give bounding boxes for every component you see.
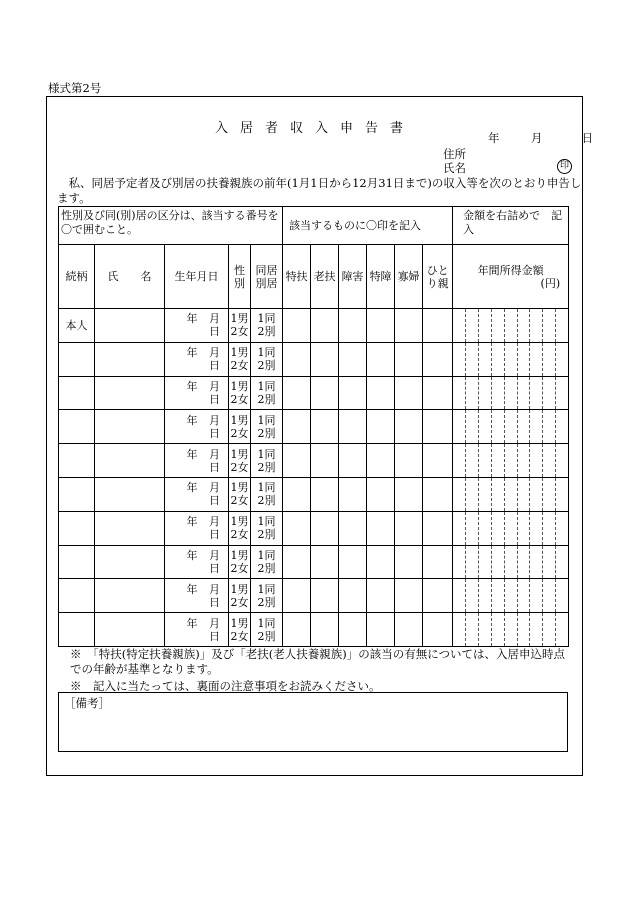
cell-birth[interactable] (165, 444, 229, 478)
cell-birth[interactable] (165, 410, 229, 444)
res-option-together: 1同 (257, 379, 276, 393)
income-digit-grid (453, 512, 568, 545)
income-digit-grid (453, 377, 568, 410)
income-digit-grid (453, 579, 568, 612)
cell-relation[interactable]: 本人 (59, 309, 95, 343)
cell-shougai[interactable] (339, 309, 367, 343)
header-classification: 性別及び同(別)居の区分は、該当する番号を〇で囲むこと。 (59, 207, 283, 245)
cell-residence[interactable] (251, 511, 283, 545)
sex-option-female: 2女 (230, 494, 249, 508)
cell-kafu[interactable] (395, 410, 423, 444)
cell-relation[interactable] (59, 613, 95, 647)
col-relation: 続柄 (59, 245, 95, 309)
cell-relation[interactable] (59, 545, 95, 579)
cell-income[interactable] (453, 579, 569, 613)
cell-birth[interactable] (165, 511, 229, 545)
cell-residence[interactable] (251, 579, 283, 613)
cell-kafu[interactable] (395, 579, 423, 613)
cell-birth-label: 年 月 日 (186, 616, 224, 643)
cell-name[interactable] (95, 309, 165, 343)
cell-residence[interactable] (251, 477, 283, 511)
col-income-unit: (円) (540, 276, 561, 290)
income-digit-grid (453, 444, 568, 477)
cell-roufu[interactable] (311, 410, 339, 444)
cell-name[interactable] (95, 579, 165, 613)
table-row (59, 309, 569, 343)
cell-sex[interactable] (229, 545, 251, 579)
cell-shougai[interactable] (339, 477, 367, 511)
cell-residence[interactable] (251, 376, 283, 410)
cell-name[interactable] (95, 376, 165, 410)
cell-birth-label: 年 月 日 (186, 346, 224, 373)
col-shougai: 障害 (339, 245, 367, 309)
cell-tokushou[interactable] (367, 511, 395, 545)
cell-tokushou[interactable] (367, 410, 395, 444)
income-digit-grid (453, 478, 568, 511)
income-digit-grid (453, 613, 568, 646)
cell-income[interactable] (453, 309, 569, 343)
cell-birth-label: 年 月 日 (186, 582, 224, 609)
cell-income[interactable] (453, 342, 569, 376)
res-option-separate: 2別 (257, 460, 276, 474)
sex-option-male: 1男 (230, 548, 249, 562)
cell-hitorioya[interactable] (423, 613, 453, 647)
table-row (59, 511, 569, 545)
cell-roufu[interactable] (311, 376, 339, 410)
cell-kafu[interactable] (395, 477, 423, 511)
cell-birth-label: 年 月 日 (186, 481, 224, 508)
res-option-together: 1同 (257, 481, 276, 495)
cell-birth[interactable] (165, 613, 229, 647)
cell-tokufu[interactable] (283, 613, 311, 647)
cell-tokushou[interactable] (367, 613, 395, 647)
res-option-separate: 2別 (257, 595, 276, 609)
cell-birth-label: 年 月 日 (186, 548, 224, 575)
res-option-separate: 2別 (257, 392, 276, 406)
cell-tokushou[interactable] (367, 342, 395, 376)
note-age-basis: ※ 「特扶(特定扶養親族)」及び「老扶(老人扶養親族)」の該当の有無については、入居申込時点での年齢が基準となります。 (70, 647, 565, 676)
cell-birth[interactable] (165, 376, 229, 410)
sex-option-female: 2女 (230, 359, 249, 373)
cell-tokushou[interactable] (367, 376, 395, 410)
cell-tokushou[interactable] (367, 545, 395, 579)
cell-income[interactable] (453, 410, 569, 444)
table-row (59, 613, 569, 647)
res-option-together: 1同 (257, 515, 276, 529)
cell-birth[interactable] (165, 579, 229, 613)
cell-name[interactable] (95, 342, 165, 376)
cell-name[interactable] (95, 477, 165, 511)
cell-hitorioya[interactable] (423, 376, 453, 410)
cell-tokufu[interactable] (283, 511, 311, 545)
cell-sex[interactable] (229, 342, 251, 376)
cell-hitorioya[interactable] (423, 342, 453, 376)
col-income (453, 245, 569, 309)
cell-residence[interactable] (251, 444, 283, 478)
sex-option-female: 2女 (230, 629, 249, 643)
sex-option-male: 1男 (230, 447, 249, 461)
cell-name[interactable] (95, 545, 165, 579)
cell-shougai[interactable] (339, 579, 367, 613)
cell-hitorioya[interactable] (423, 579, 453, 613)
cell-residence[interactable] (251, 613, 283, 647)
cell-kafu[interactable] (395, 511, 423, 545)
cell-kafu[interactable] (395, 444, 423, 478)
res-option-together: 1同 (257, 582, 276, 596)
res-option-separate: 2別 (257, 359, 276, 373)
res-option-together: 1同 (257, 346, 276, 360)
cell-shougai[interactable] (339, 511, 367, 545)
cell-shougai[interactable] (339, 410, 367, 444)
income-digit-grid (453, 309, 568, 342)
cell-hitorioya[interactable] (423, 477, 453, 511)
cell-hitorioya[interactable] (423, 545, 453, 579)
cell-income[interactable] (453, 376, 569, 410)
sex-option-male: 1男 (230, 515, 249, 529)
remarks-label: ［備考］ (64, 696, 110, 710)
cell-roufu[interactable] (311, 613, 339, 647)
table-row (59, 545, 569, 579)
res-option-separate: 2別 (257, 561, 276, 575)
cell-hitorioya[interactable] (423, 511, 453, 545)
cell-sex[interactable] (229, 444, 251, 478)
cell-income[interactable] (453, 613, 569, 647)
col-hitorioya: ひとり親 (423, 245, 453, 309)
cell-hitorioya[interactable] (423, 410, 453, 444)
cell-shougai[interactable] (339, 444, 367, 478)
date-month-label: 月 (530, 131, 543, 145)
table-row (59, 477, 569, 511)
sex-option-female: 2女 (230, 460, 249, 474)
table-row (59, 444, 569, 478)
cell-income[interactable] (453, 545, 569, 579)
sex-option-male: 1男 (230, 582, 249, 596)
cell-shougai[interactable] (339, 376, 367, 410)
cell-residence[interactable] (251, 545, 283, 579)
header-applicable: 該当するものに〇印を記入 (283, 207, 453, 245)
cell-income[interactable] (453, 511, 569, 545)
cell-income[interactable] (453, 477, 569, 511)
cell-birth-label: 年 月 日 (186, 312, 224, 339)
table-row (59, 410, 569, 444)
date-line (488, 130, 593, 146)
col-sex: 性別 (229, 245, 251, 309)
res-option-separate: 2別 (257, 325, 276, 339)
cell-birth[interactable] (165, 545, 229, 579)
cell-residence[interactable] (251, 309, 283, 343)
res-option-separate: 2別 (257, 528, 276, 542)
cell-birth-label: 年 月 日 (186, 447, 224, 474)
cell-roufu[interactable] (311, 342, 339, 376)
cell-tokufu[interactable] (283, 376, 311, 410)
cell-birth-label: 年 月 日 (186, 379, 224, 406)
cell-shougai[interactable] (339, 342, 367, 376)
sex-option-male: 1男 (230, 616, 249, 630)
cell-shougai[interactable] (339, 545, 367, 579)
cell-sex[interactable] (229, 309, 251, 343)
remarks-box[interactable] (58, 692, 568, 752)
cell-shougai[interactable] (339, 613, 367, 647)
cell-roufu[interactable] (311, 579, 339, 613)
col-roufu: 老扶 (311, 245, 339, 309)
cell-tokufu[interactable] (283, 410, 311, 444)
col-residence: 同居別居 (251, 245, 283, 309)
address-label: 住所 (443, 147, 466, 161)
cell-kafu[interactable] (395, 376, 423, 410)
cell-birth-label: 年 月 日 (186, 413, 224, 440)
cell-birth-label: 年 月 日 (186, 515, 224, 542)
cell-tokufu[interactable] (283, 579, 311, 613)
cell-tokufu[interactable] (283, 342, 311, 376)
res-option-together: 1同 (257, 312, 276, 326)
cell-birth[interactable] (165, 342, 229, 376)
income-digit-grid (453, 546, 568, 579)
cell-tokufu[interactable] (283, 477, 311, 511)
cell-residence[interactable] (251, 410, 283, 444)
cell-relation[interactable] (59, 579, 95, 613)
document-title: 入居者収入申告書 (214, 121, 415, 136)
cell-relation[interactable] (59, 477, 95, 511)
form-number-label: 様式第2号 (48, 81, 102, 95)
cell-hitorioya[interactable] (423, 309, 453, 343)
cell-roufu[interactable] (311, 444, 339, 478)
cell-kafu[interactable] (395, 613, 423, 647)
sex-option-male: 1男 (230, 346, 249, 360)
cell-name[interactable] (95, 444, 165, 478)
sex-option-female: 2女 (230, 392, 249, 406)
sex-option-male: 1男 (230, 379, 249, 393)
cell-name[interactable] (95, 613, 165, 647)
cell-roufu[interactable] (311, 309, 339, 343)
cell-sex[interactable] (229, 613, 251, 647)
sex-option-female: 2女 (230, 528, 249, 542)
cell-relation[interactable] (59, 410, 95, 444)
sex-option-female: 2女 (230, 325, 249, 339)
col-tokufu: 特扶 (283, 245, 311, 309)
cell-relation[interactable] (59, 511, 95, 545)
cell-name[interactable] (95, 511, 165, 545)
table-row (59, 579, 569, 613)
note-read-back: ※ 記入に当たっては、裏面の注意事項をお読みください。 (70, 679, 381, 693)
cell-residence[interactable] (251, 342, 283, 376)
cell-tokufu[interactable] (283, 309, 311, 343)
header-amount: 金額を右詰めで 記 入 (453, 207, 569, 245)
cell-birth[interactable] (165, 477, 229, 511)
cell-sex[interactable] (229, 477, 251, 511)
cell-relation[interactable] (59, 376, 95, 410)
income-table (58, 206, 596, 647)
cell-relation[interactable] (59, 444, 95, 478)
cell-income[interactable] (453, 444, 569, 478)
res-option-separate: 2別 (257, 494, 276, 508)
col-kafu: 寡婦 (395, 245, 423, 309)
cell-tokushou[interactable] (367, 309, 395, 343)
res-option-together: 1同 (257, 447, 276, 461)
col-name: 氏 名 (95, 245, 165, 309)
cell-sex[interactable] (229, 511, 251, 545)
cell-sex[interactable] (229, 376, 251, 410)
cell-tokufu[interactable] (283, 444, 311, 478)
sex-option-male: 1男 (230, 481, 249, 495)
income-digit-grid (453, 410, 568, 443)
res-option-separate: 2別 (257, 629, 276, 643)
date-day-label: 日 (581, 131, 594, 145)
sex-option-female: 2女 (230, 561, 249, 575)
cell-tokushou[interactable] (367, 444, 395, 478)
cell-name[interactable] (95, 410, 165, 444)
res-option-together: 1同 (257, 413, 276, 427)
col-tokushou: 特障 (367, 245, 395, 309)
table-row (59, 376, 569, 410)
cell-sex[interactable] (229, 410, 251, 444)
cell-tokufu[interactable] (283, 545, 311, 579)
cell-kafu[interactable] (395, 309, 423, 343)
cell-hitorioya[interactable] (423, 444, 453, 478)
table-row (59, 342, 569, 376)
date-year-label: 年 (488, 131, 500, 145)
cell-roufu[interactable] (311, 511, 339, 545)
cell-roufu[interactable] (311, 545, 339, 579)
res-option-together: 1同 (257, 548, 276, 562)
intro-text: 私、同居予定者及び別居の扶養親族の前年(1月1日から12月31日まで)の収入等を次のとおり申告します。 (57, 176, 582, 205)
cell-relation[interactable] (59, 342, 95, 376)
cell-roufu[interactable] (311, 477, 339, 511)
res-option-separate: 2別 (257, 426, 276, 440)
sex-option-female: 2女 (230, 426, 249, 440)
col-birth: 生年月日 (165, 245, 229, 309)
sex-option-male: 1男 (230, 413, 249, 427)
cell-sex[interactable] (229, 579, 251, 613)
income-digit-grid (453, 343, 568, 376)
col-income-label: 年間所得金額 (477, 263, 544, 277)
cell-tokushou[interactable] (367, 579, 395, 613)
cell-birth[interactable] (165, 309, 229, 343)
res-option-together: 1同 (257, 616, 276, 630)
cell-tokushou[interactable] (367, 477, 395, 511)
cell-kafu[interactable] (395, 545, 423, 579)
sex-option-male: 1男 (230, 312, 249, 326)
seal-mark: 印 (557, 159, 572, 174)
cell-kafu[interactable] (395, 342, 423, 376)
sex-option-female: 2女 (230, 595, 249, 609)
name-label: 氏名 (443, 161, 466, 175)
